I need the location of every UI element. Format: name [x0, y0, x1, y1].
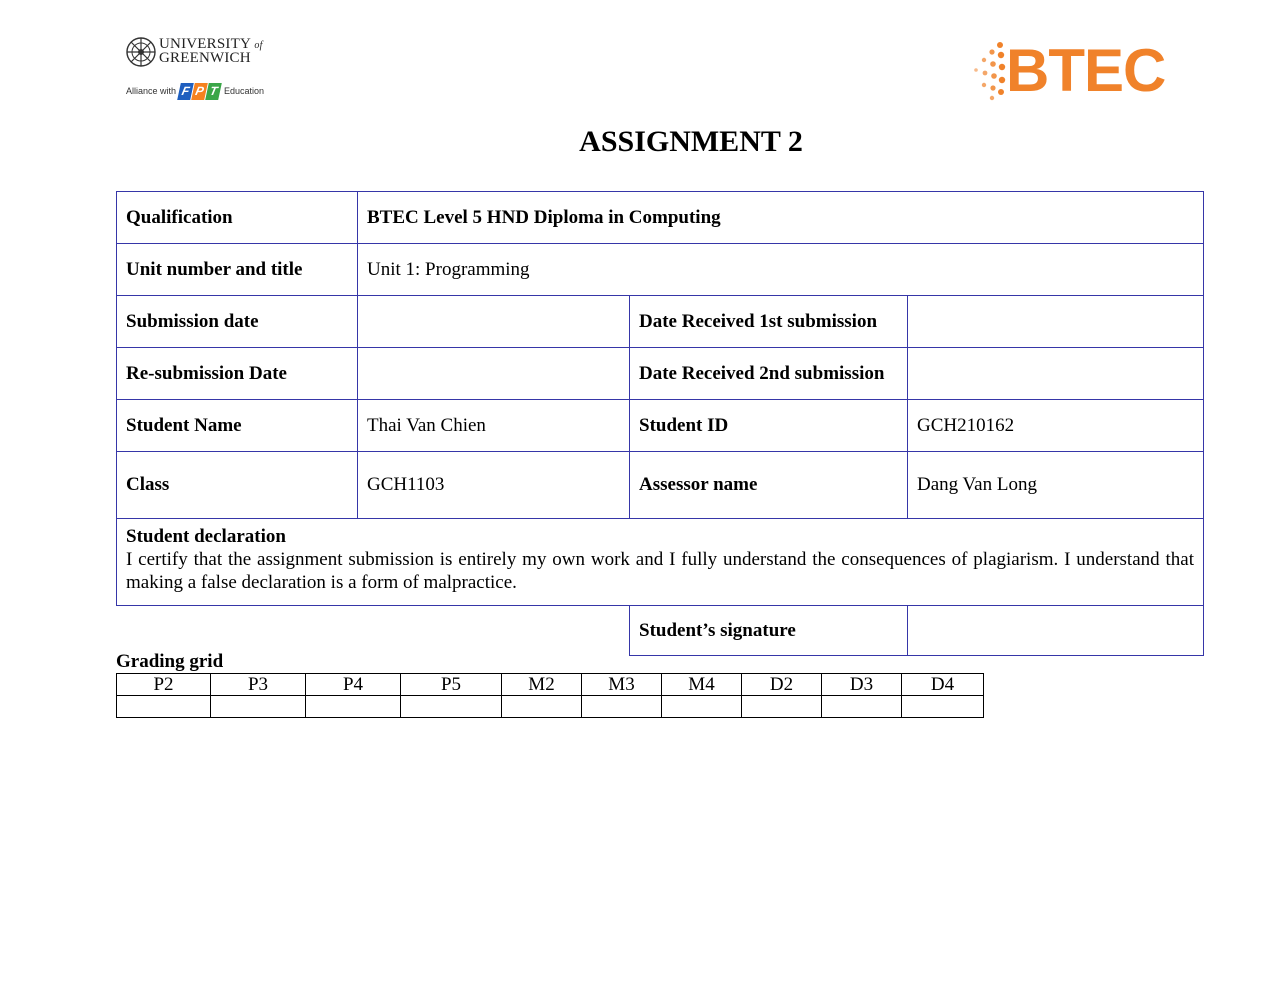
fpt-letter-p: P	[191, 83, 208, 100]
uog-wordmark-line1: UNIVERSITY of	[159, 36, 263, 52]
signature-field[interactable]	[908, 606, 1204, 656]
table-row	[117, 296, 1204, 348]
grade-header: P4	[306, 674, 401, 696]
greenwich-emblem-icon	[126, 37, 156, 67]
student-declaration	[117, 519, 1204, 606]
unit-label: Unit number and title	[117, 244, 358, 296]
table-row	[117, 519, 1204, 606]
university-of-greenwich-logo	[125, 36, 265, 102]
student-id-label: Student ID	[630, 400, 908, 452]
unit-value: Unit 1: Programming	[358, 244, 1204, 296]
class-value: GCH1103	[358, 452, 630, 519]
grading-value-row	[117, 696, 984, 718]
date-received-1-field[interactable]	[908, 296, 1204, 348]
grade-header: M4	[662, 674, 742, 696]
date-received-1-label: Date Received 1st submission	[630, 296, 908, 348]
grade-cell[interactable]	[117, 696, 211, 718]
grade-header: D2	[742, 674, 822, 696]
table-row	[117, 400, 1204, 452]
btec-dots-icon	[970, 40, 1010, 104]
student-id-value: GCH210162	[908, 400, 1204, 452]
declaration-text: I certify that the assignment submission is entirely my own work and I fully understand the consequences of plagiarism. I understand that making a false declaration is a form of malpractice.	[126, 549, 1194, 593]
grade-header: D4	[902, 674, 984, 696]
grade-header: D3	[822, 674, 902, 696]
page-title: ASSIGNMENT 2	[579, 125, 803, 158]
grade-cell[interactable]	[401, 696, 502, 718]
fpt-letter-f: F	[177, 83, 194, 100]
qualification-value: BTEC Level 5 HND Diploma in Computing	[358, 192, 1204, 244]
table-row	[117, 348, 1204, 400]
table-row	[117, 606, 1204, 656]
qualification-label: Qualification	[117, 192, 358, 244]
assignment-info-table	[116, 191, 1204, 656]
signature-spacer	[117, 606, 630, 656]
grade-header: P2	[117, 674, 211, 696]
date-received-2-label: Date Received 2nd submission	[630, 348, 908, 400]
submission-date-label: Submission date	[117, 296, 358, 348]
student-name-label: Student Name	[117, 400, 358, 452]
grade-cell[interactable]	[502, 696, 582, 718]
submission-date-field[interactable]	[358, 296, 630, 348]
grade-cell[interactable]	[306, 696, 401, 718]
student-name-value: Thai Van Chien	[358, 400, 630, 452]
grade-cell[interactable]	[582, 696, 662, 718]
grade-cell[interactable]	[902, 696, 984, 718]
uog-wordmark-line2: GREENWICH	[159, 50, 251, 66]
grading-grid-title: Grading grid	[116, 651, 224, 672]
table-row	[117, 244, 1204, 296]
btec-logo	[970, 37, 1170, 104]
grading-grid	[116, 673, 984, 718]
assessor-value: Dang Van Long	[908, 452, 1204, 519]
btec-wordmark: BTEC	[1006, 37, 1166, 104]
fpt-letter-t: T	[205, 83, 222, 100]
grade-cell[interactable]	[211, 696, 306, 718]
grade-header: P5	[401, 674, 502, 696]
alliance-prefix: Alliance with	[126, 86, 177, 96]
grade-header: M2	[502, 674, 582, 696]
grade-header: P3	[211, 674, 306, 696]
table-row	[117, 192, 1204, 244]
assessor-label: Assessor name	[630, 452, 908, 519]
declaration-title: Student declaration	[126, 526, 286, 547]
alliance-suffix: Education	[224, 86, 265, 96]
fpt-alliance-mark	[126, 80, 264, 102]
table-row	[117, 452, 1204, 519]
grade-header: M3	[582, 674, 662, 696]
resubmission-date-label: Re-submission Date	[117, 348, 358, 400]
grade-cell[interactable]	[662, 696, 742, 718]
signature-label: Student’s signature	[630, 606, 908, 656]
fpt-logo	[179, 83, 221, 100]
resubmission-date-field[interactable]	[358, 348, 630, 400]
class-label: Class	[117, 452, 358, 519]
grading-header-row	[117, 674, 984, 696]
grade-cell[interactable]	[742, 696, 822, 718]
date-received-2-field[interactable]	[908, 348, 1204, 400]
grade-cell[interactable]	[822, 696, 902, 718]
